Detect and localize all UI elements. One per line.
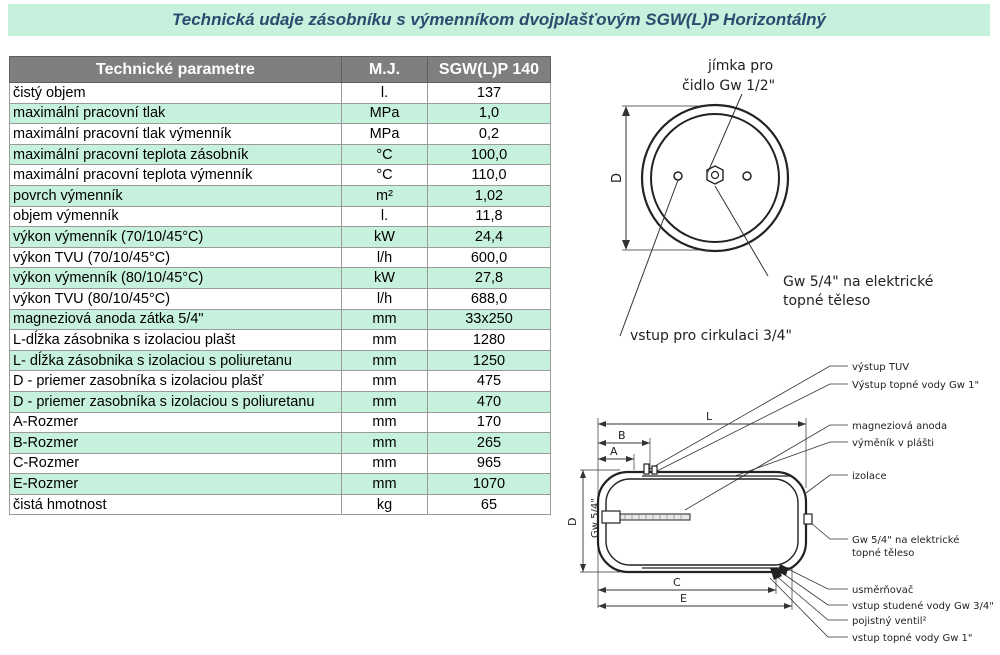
table-row <box>10 309 551 330</box>
sensor-port-right <box>743 172 751 180</box>
table-row <box>10 165 551 186</box>
value-cell: 170 <box>428 412 551 433</box>
table-row <box>10 371 551 392</box>
param-cell: výkon výmenník (80/10/45°C) <box>10 268 342 289</box>
table-row <box>10 247 551 268</box>
side-label-heating-in: vstup topné vody Gw 1" <box>852 633 973 644</box>
param-cell: maximální pracovní teplota zásobník <box>10 144 342 165</box>
param-cell: L-dĺžka zásobnika s izolaciou plašt <box>10 330 342 351</box>
table-row <box>10 494 551 515</box>
side-label-anode: magneziová anoda <box>852 421 948 432</box>
unit-cell: °C <box>342 165 428 186</box>
parameters-table <box>9 56 551 515</box>
value-cell: 137 <box>428 83 551 104</box>
value-cell: 33x250 <box>428 309 551 330</box>
value-cell: 1,0 <box>428 103 551 124</box>
table-row <box>10 474 551 495</box>
front-label-sensor-2: čidlo Gw 1/2" <box>682 78 776 94</box>
value-cell: 24,4 <box>428 227 551 248</box>
value-cell: 1,02 <box>428 185 551 206</box>
side-label-cold-in: vstup studené vody Gw 3/4" <box>852 601 994 612</box>
param-cell: výkon výmenník (70/10/45°C) <box>10 227 342 248</box>
dim-l-arrow-right <box>798 421 806 427</box>
side-label-deflector: usměrňovač <box>852 585 914 596</box>
dim-d-label: D <box>566 517 579 526</box>
table-row <box>10 391 551 412</box>
dim-d-arrow-top <box>580 470 586 478</box>
dim-c-label: C <box>673 576 681 589</box>
unit-cell: mm <box>342 433 428 454</box>
dim-b-arrow-right <box>642 440 650 446</box>
value-cell: 965 <box>428 453 551 474</box>
param-cell: E-Rozmer <box>10 474 342 495</box>
param-cell: L- dĺžka zásobnika s izolaciou s poliuretanu <box>10 350 342 371</box>
param-cell: maximální pracovní tlak výmenník <box>10 124 342 145</box>
sensor-port-left <box>674 172 682 180</box>
front-label-heater-2: topné těleso <box>783 293 871 309</box>
dim-e-arrow-left <box>598 603 606 609</box>
param-cell: magneziová anoda zátka 5/4" <box>10 309 342 330</box>
dim-a-label: A <box>610 445 618 458</box>
value-cell: 470 <box>428 391 551 412</box>
param-cell: C-Rozmer <box>10 453 342 474</box>
header-model: SGW(L)P 140 <box>428 57 551 83</box>
table-row <box>10 453 551 474</box>
side-view-drawing <box>560 358 1000 655</box>
unit-cell: mm <box>342 474 428 495</box>
side-label-hot-water-out: výstup TUV <box>852 362 910 373</box>
param-cell: čistý objem <box>10 83 342 104</box>
side-label-insulation: izolace <box>852 471 887 482</box>
dim-b-arrow-left <box>598 440 606 446</box>
tank-outer-shell <box>598 472 806 572</box>
front-view-drawing <box>590 48 990 358</box>
dim-e-arrow-right <box>784 603 792 609</box>
unit-cell: l/h <box>342 247 428 268</box>
front-label-heater-1: Gw 5/4" na elektrické <box>783 274 934 290</box>
value-cell: 11,8 <box>428 206 551 227</box>
param-cell: maximální pracovní tlak <box>10 103 342 124</box>
value-cell: 100,0 <box>428 144 551 165</box>
side-label-heating-out: Výstup topné vody Gw 1" <box>852 380 980 391</box>
table-row <box>10 268 551 289</box>
unit-cell: MPa <box>342 103 428 124</box>
unit-cell: mm <box>342 412 428 433</box>
param-cell: výkon TVU (80/10/45°C) <box>10 288 342 309</box>
dim-d-arrow-bottom <box>580 564 586 572</box>
value-cell: 0,2 <box>428 124 551 145</box>
header-unit: M.J. <box>342 57 428 83</box>
table-row <box>10 103 551 124</box>
table-row <box>10 288 551 309</box>
table-row <box>10 206 551 227</box>
dim-gw-label: Gw 5/4" <box>590 498 601 538</box>
side-label-exchanger: výměník v plášti <box>852 438 935 449</box>
table-row <box>10 227 551 248</box>
heater-port-core <box>712 172 719 179</box>
port-heating-out <box>652 466 657 474</box>
anode-rod <box>620 514 690 520</box>
port-hot-water-out <box>644 464 649 474</box>
value-cell: 1070 <box>428 474 551 495</box>
dim-l-arrow-left <box>598 421 606 427</box>
dim-l-label: L <box>706 410 713 423</box>
value-cell: 27,8 <box>428 268 551 289</box>
param-cell: D - priemer zasobníka s izolaciou plašť <box>10 371 342 392</box>
unit-cell: m² <box>342 185 428 206</box>
front-dim-arrow-top <box>622 106 630 116</box>
front-dim-arrow-bottom <box>622 240 630 250</box>
table-row <box>10 124 551 145</box>
anode-plug <box>602 511 620 523</box>
unit-cell: l/h <box>342 288 428 309</box>
param-cell: čistá hmotnost <box>10 494 342 515</box>
unit-cell: mm <box>342 453 428 474</box>
table-row <box>10 185 551 206</box>
side-heater-port <box>804 514 812 524</box>
table-row <box>10 83 551 104</box>
title-bar <box>8 4 990 36</box>
value-cell: 65 <box>428 494 551 515</box>
dim-a-arrow-right <box>626 456 634 462</box>
unit-cell: mm <box>342 309 428 330</box>
unit-cell: kW <box>342 227 428 248</box>
unit-cell: kg <box>342 494 428 515</box>
unit-cell: l. <box>342 206 428 227</box>
side-label-heater-2: topné těleso <box>852 548 915 559</box>
table-row <box>10 433 551 454</box>
dim-c-arrow-left <box>598 587 606 593</box>
table-row <box>10 144 551 165</box>
unit-cell: mm <box>342 391 428 412</box>
unit-cell: mm <box>342 330 428 351</box>
value-cell: 688,0 <box>428 288 551 309</box>
value-cell: 1250 <box>428 350 551 371</box>
unit-cell: kW <box>342 268 428 289</box>
heater-port-nut <box>707 166 723 184</box>
front-label-circulation: vstup pro cirkulaci 3/4" <box>630 328 792 344</box>
unit-cell: l. <box>342 83 428 104</box>
side-leader-lines <box>648 366 848 637</box>
dim-c-arrow-right <box>768 587 776 593</box>
value-cell: 475 <box>428 371 551 392</box>
param-cell: výkon TVU (70/10/45°C) <box>10 247 342 268</box>
circulation-leader <box>620 180 678 336</box>
side-label-heater-1: Gw 5/4" na elektrické <box>852 535 960 546</box>
unit-cell: °C <box>342 144 428 165</box>
header-parameters: Technické parametre <box>10 57 342 83</box>
page-title: Technická udaje zásobníku s výmenníkom dvojplašťovým SGW(L)P Horizontálný <box>172 10 826 29</box>
unit-cell: mm <box>342 371 428 392</box>
dim-e-label: E <box>680 592 687 605</box>
param-cell: objem výmenník <box>10 206 342 227</box>
unit-cell: MPa <box>342 124 428 145</box>
dim-a-arrow-left <box>598 456 606 462</box>
dim-b-label: B <box>618 429 626 442</box>
table-row <box>10 412 551 433</box>
tank-inner-shell <box>606 479 798 565</box>
value-cell: 265 <box>428 433 551 454</box>
front-label-d: D <box>610 172 625 183</box>
unit-cell: mm <box>342 350 428 371</box>
param-cell: D - priemer zasobníka s izolaciou s poliuretanu <box>10 391 342 412</box>
table-header-row <box>10 57 551 83</box>
param-cell: A-Rozmer <box>10 412 342 433</box>
side-label-safety-valve: pojistný ventil² <box>852 616 927 627</box>
value-cell: 110,0 <box>428 165 551 186</box>
value-cell: 600,0 <box>428 247 551 268</box>
param-cell: maximální pracovní teplota výmenník <box>10 165 342 186</box>
param-cell: povrch výmenník <box>10 185 342 206</box>
table-row <box>10 350 551 371</box>
front-label-sensor-1: jímka pro <box>708 58 774 74</box>
heater-leader <box>715 186 768 276</box>
table-row <box>10 330 551 351</box>
param-cell: B-Rozmer <box>10 433 342 454</box>
value-cell: 1280 <box>428 330 551 351</box>
